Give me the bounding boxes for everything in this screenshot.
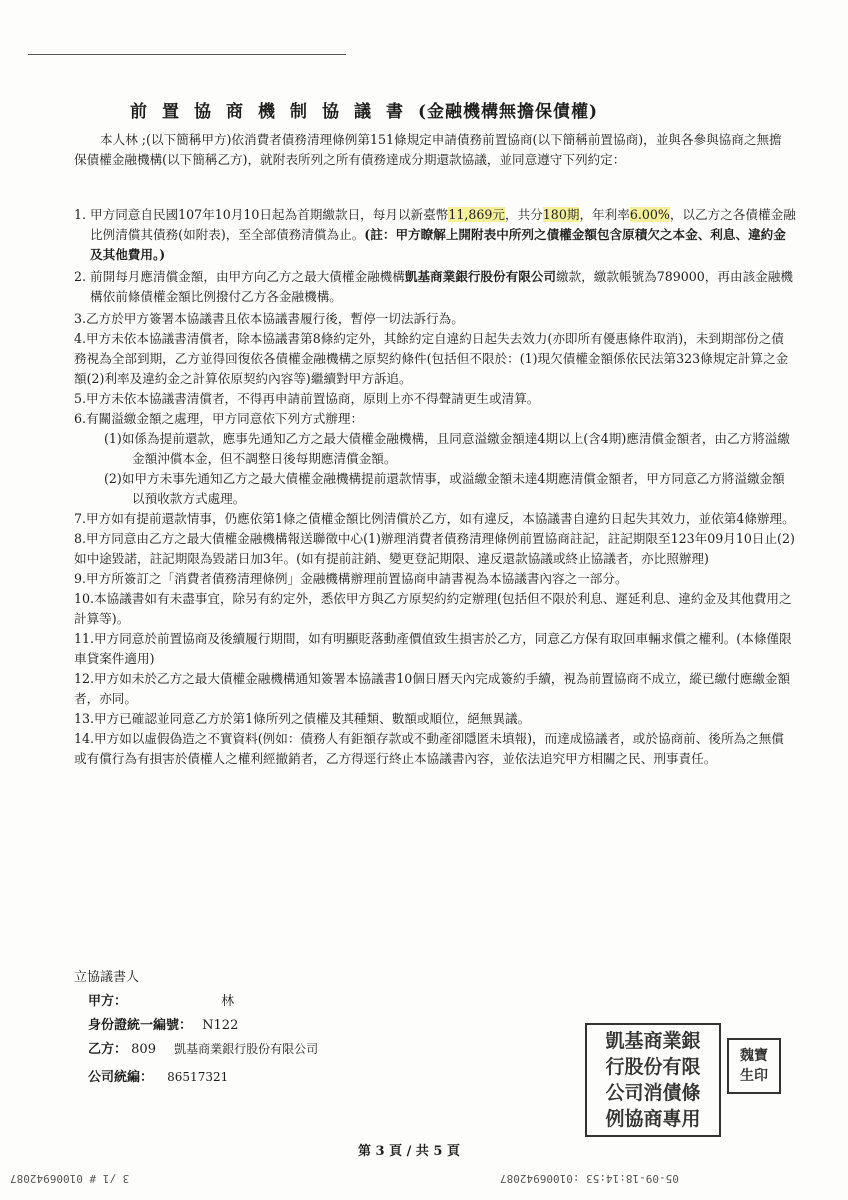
company-id-label: 公司統編：	[88, 1070, 154, 1085]
clause-8: 8.甲方同意由乙方之最大債權金融機構報送聯徵中心(1)辦理消費者債務清理條例前置協商註記，註記期限至123年09月10日止(2)如中途毀諾，註記期限為毀諾日加3年。(如有提前註銷、變更登記期限、違反還款協議或終止協議者，亦比照辦理)	[74, 531, 795, 566]
clause-7: 7.甲方如有提前還款情事，仍應依第1條之債權金額比例清償於乙方，如有違反，本協議書自違約日起失其效力，並依第4條辦理。	[74, 511, 795, 526]
top-rule	[28, 54, 346, 55]
clause-2-text-a: 前開每月應清償金額，由甲方向乙方之最大債權金融機構	[90, 269, 405, 284]
signatory-heading: 立協議書人	[74, 970, 140, 985]
party-b-label: 乙方：	[88, 1042, 128, 1057]
intro-paragraph	[74, 130, 794, 170]
party-a-label: 甲方：	[88, 994, 128, 1009]
document-title	[130, 97, 750, 122]
id-row	[88, 1014, 238, 1033]
clause-2-text-b: 繳款，繳款帳號為	[555, 269, 657, 284]
clause-9: 9.甲方所簽訂之「消費者債務清理條例」金融機構辦理前置協商申請書視為本協議書內容之一部分。	[74, 571, 628, 586]
clause-6-2: (2)如甲方未事先通知乙方之最大債權金融機構提前還款情事，或溢繳金額未達4期應清償金額者，甲方同意乙方將溢繳金額以預收款方式處理。	[104, 471, 785, 506]
clause-1-text-c: ，年利率	[579, 207, 630, 222]
clause-4: 4.甲方未依本協議書清償者，除本協議書第8條約定外，其餘約定自違約日起失去效力(亦即所有優惠條件取消)，未到期部份之債務視為全部到期，乙方並得回復依各債權金融機構之原契約條件(包括但不限於：(1)現欠債權金額係依民法第323條規定計算之金額(2)利率及違約金之計算依原契約內容等)繼續對甲方訴追。	[74, 331, 789, 386]
clause-10: 10.本協議書如有未盡事宜，除另有約定外，悉依甲方與乙方原契約約定辦理(包括但不限於利息、遲延利息、違約金及其他費用之計算等)。	[74, 591, 792, 626]
clause-2-number: 2.	[74, 269, 87, 284]
clause-5: 5.甲方未依本協議書清償者，不得再申請前置協商，原則上亦不得聲請更生或清算。	[74, 391, 540, 406]
company-id-row	[88, 1066, 228, 1085]
intro-prefix: 本人林	[100, 132, 138, 147]
clause-14: 14.甲方如以虛假偽造之不實資料(例如：債務人有鉅額存款或不動產卻隱匿未填報)，而達成協議者，或於協商前、後所為之無償或有償行為有損害於債權人之權利經撤銷者，乙方得逕行終止本協議書內容，並依法追究甲方相關之民、刑事責任。	[74, 731, 784, 766]
fax-header-left: 3 /1 # 01006942087	[10, 1172, 130, 1185]
page-number: 第 3 頁 / 共 5 頁	[358, 1144, 460, 1159]
party-b-row	[88, 1038, 318, 1057]
clause-12: 12.甲方如未於乙方之最大債權金融機構通知簽署本協議書10個日曆天內完成簽約手續，視為前置協商不成立，縱已繳付應繳金額者，亦同。	[74, 671, 791, 706]
id-label: 身份證統一編號：	[88, 1018, 193, 1033]
clause-1-rate: 6.00%	[629, 207, 670, 222]
clause-3: 3.乙方於甲方簽署本協議書且依本協議書履行後，暫停一切法訴行為。	[74, 311, 464, 326]
clause-1-amount: 11,869元	[448, 207, 506, 222]
clause-1-text-b: ，共分	[505, 207, 543, 222]
party-a-value: 林	[221, 994, 235, 1009]
clause-2-account: 789000	[656, 269, 705, 284]
clause-1-text-d: ，以乙方之各債權金融比例清償其債務(如附表)，至全部債務清償為止。	[90, 207, 796, 242]
clause-6-1: (1)如係為提前還款，應事先通知乙方之最大債權金融機構，且同意溢繳金額達4期以上(含4期)應清償金額者，由乙方將溢繳金額沖償本金，但不調整日後每期應清償金額。	[104, 431, 790, 466]
clause-6: 6.有關溢繳金額之處理，甲方同意依下列方式辦理：	[74, 411, 364, 426]
clause-1-note: (註：甲方瞭解上開附表中所列之債權金額包含原積欠之本金、利息、違約金及其他費用。)	[90, 227, 786, 262]
clause-2-text-c: ，再由該金融機構依前條債權金額比例撥付乙方各金融機構。	[90, 269, 793, 304]
personal-seal-text: 魏寶生印	[740, 1048, 768, 1084]
title-main: 前置協商機制協議書	[130, 102, 418, 122]
company-id-value: 86517321	[167, 1070, 229, 1084]
party-b-value: 凱基商業銀行股份有限公司	[174, 1042, 319, 1056]
party-b-code: 809	[131, 1042, 156, 1057]
fax-header-right: 05-09-18:14:53 :01006942087	[500, 1172, 679, 1185]
clause-2-bank: 凱基商業銀行股份有限公司	[404, 269, 556, 284]
intro-body: ;(以下簡稱甲方)依消費者債務清理條例第151條規定申請債務前置協商(以下簡稱前置協商)，並與各參與協商之無擔保債權金融機構(以下簡稱乙方)，就附表所列之所有債務達成分期還款協議，並同意遵守下列約定：	[74, 132, 782, 167]
bank-seal-text: 凱基商業銀行股份有限公司消債條例協商專用	[605, 1030, 701, 1130]
id-value: N122	[202, 1018, 239, 1033]
personal-seal-stamp	[727, 1038, 781, 1094]
clause-13: 13.甲方已確認並同意乙方於第1條所列之債權及其種類、數額或順位，絕無異議。	[74, 711, 531, 726]
clause-1-number: 1.	[74, 207, 87, 222]
bank-seal-stamp	[585, 1023, 721, 1137]
party-a-row	[88, 990, 234, 1009]
clause-2	[74, 267, 796, 307]
clause-1	[74, 205, 796, 265]
clause-1-periods: 180期	[542, 207, 580, 222]
clause-11: 11.甲方同意於前置協商及後續履行期間，如有明顯貶落動產價值致生損害於乙方，同意乙方保有取回車輛求償之權利。(本條僅限車貸案件適用)	[74, 631, 792, 666]
clause-list	[74, 205, 796, 769]
title-sub: (金融機構無擔保債權)	[418, 102, 599, 122]
clause-1-text-a: 甲方同意自民國107年10月10日起為首期繳款日，每月以新臺幣	[90, 207, 449, 222]
